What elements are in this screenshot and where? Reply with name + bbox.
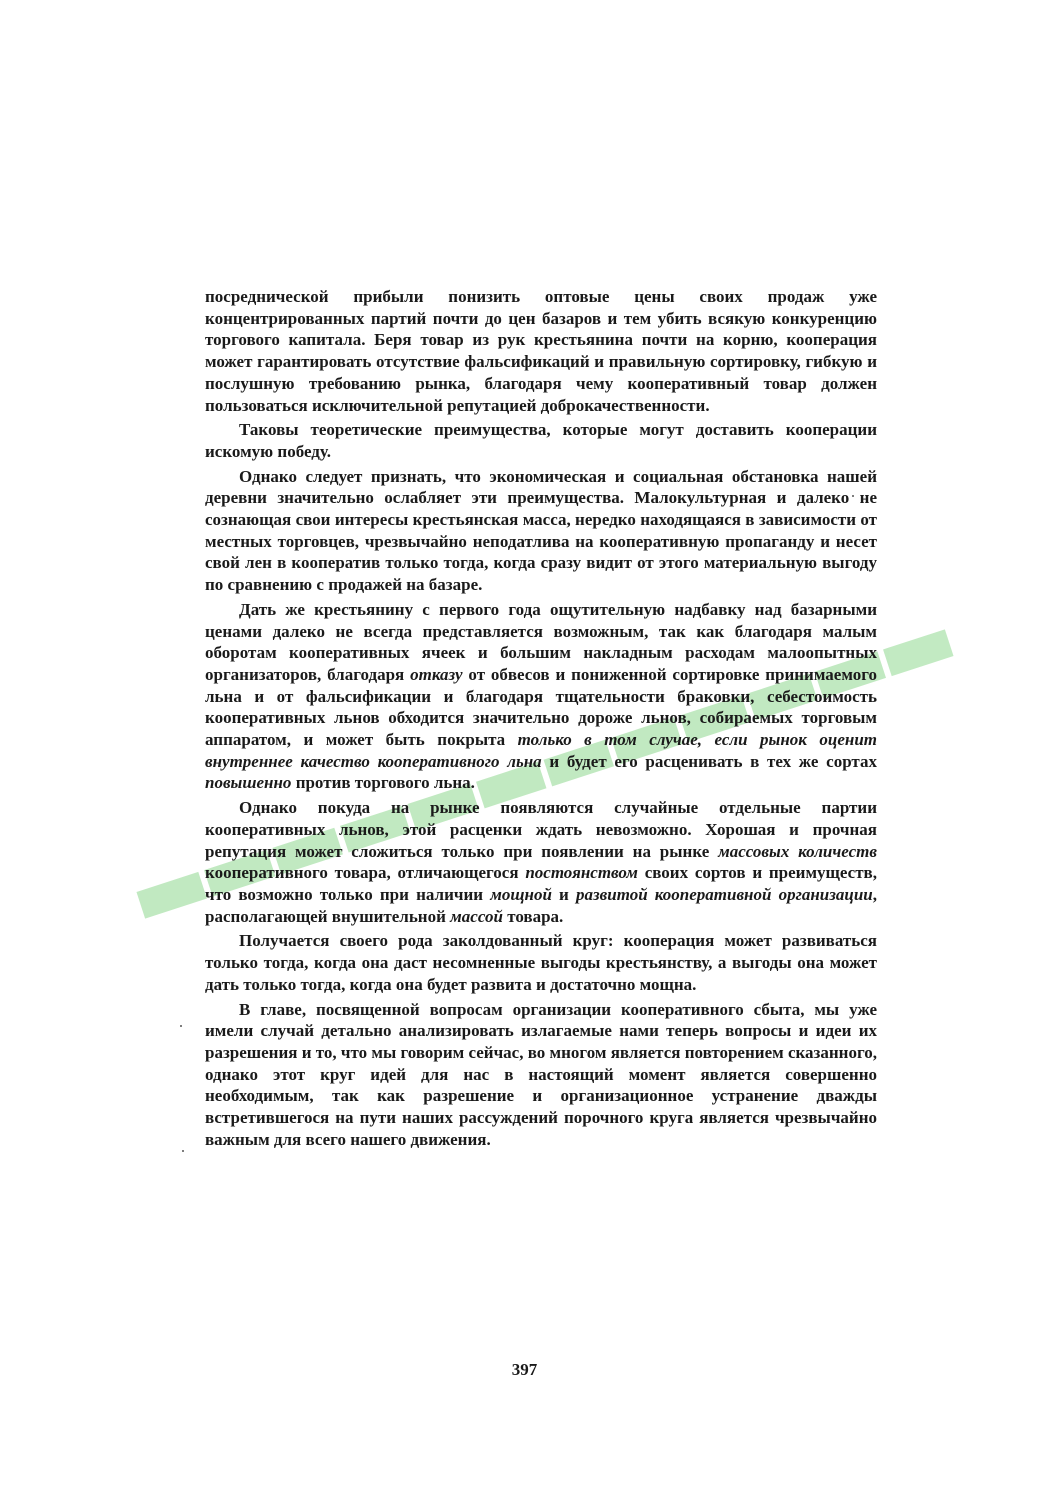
body-text bbox=[205, 286, 877, 1150]
italic-run: мощной bbox=[490, 884, 552, 904]
text-run: В главе, посвященной вопросам организации кооперативного сбыта, мы уже имели случай детально анализировать излагаемые нами теперь вопросы и идеи их разрешения и то, что мы говорим сейчас, во многом является повторением сказанного, однако этот круг идей для нас в настоящий момент является совершенно необходимым, так как разрешение и организационное устранение дважды встретившегося на пути наших рассуждений порочного круга является чрезвычайно важным для всего нашего движения. bbox=[205, 999, 877, 1149]
paragraph bbox=[205, 930, 877, 995]
text-run: своих сортов и преимуществ, что возможно только при наличии bbox=[205, 863, 877, 904]
text-run: Однако покуда на рынке появляются случайные отдельные партии кооперативных льнов, этой расценки ждать невозможно. Хорошая и прочная репутация может сложиться только при появлении на рынке bbox=[205, 798, 877, 861]
text-run: , располагающей внушительной bbox=[205, 884, 878, 926]
paragraph bbox=[205, 599, 877, 794]
paragraph bbox=[205, 797, 877, 927]
paragraph bbox=[205, 419, 877, 462]
text-run: Получается своего рода заколдованный круг: кооперация может развиваться только тогда, когда она даст несомненные выгоды крестьянству, а выгоды она может дать только тогда, когда она будет развита и достаточно мощна. bbox=[205, 931, 877, 994]
italic-run: только в том случае, если рынок оценит внутреннее качество кооперативного льна bbox=[205, 730, 878, 771]
italic-run: отказу bbox=[410, 664, 463, 684]
text-run: кооперативного товара, отличающегося bbox=[205, 863, 526, 883]
text-run: Однако следует признать, что экономическая и социальная обстановка нашей деревни значительно ослабляет эти преимущества. Малокультурная и далеко не сознающая свои интересы крестьянская масса, нередко находящаяся в зависимости от местных торговцев, чрезвычайно неподатлива на кооперативную пропаганду и несет свой лен в кооператив только тогда, когда сразу видит от этого материальную выгоду по сравнению с продажей на базаре. bbox=[205, 466, 877, 595]
text-run: Таковы теоретические преимущества, которые могут доставить кооперации искомую победу. bbox=[205, 420, 877, 461]
italic-run: массой bbox=[450, 906, 503, 926]
watermark-segment bbox=[136, 872, 207, 919]
italic-run: развитой кооперативной организации bbox=[576, 884, 873, 904]
text-run: Дать же крестьянину с первого года ощутительную надбавку над базарными ценами далеко не всегда представляется возможным, так как благодаря малым оборотам кооперативных ячеек и большим накладным расходам малоопытных организаторов, благодаря bbox=[205, 599, 877, 684]
text-run: против торгового льна. bbox=[291, 773, 475, 793]
italic-run: массовых количеств bbox=[718, 841, 877, 861]
scan-speck bbox=[182, 1150, 184, 1152]
paragraph bbox=[205, 999, 877, 1151]
text-run: посреднической прибыли понизить оптовые цены своих продаж уже концентрированных партий почти до цен базаров и тем убить всякую конкуренцию торгового капитала. Беря товар из рук крестьянина почти на корню, кооперация может гарантировать отсутствие фальсификаций и правильную сортировку, гибкую и послушную требованию рынка, благодаря чему кооперативный товар должен пользоваться исключительной репутацией доброкачественности. bbox=[205, 287, 877, 415]
italic-run: повышенно bbox=[205, 773, 292, 793]
paragraph bbox=[205, 286, 877, 416]
text-run: и bbox=[551, 884, 577, 904]
paragraph bbox=[205, 466, 877, 596]
italic-run: постоянством bbox=[525, 863, 638, 883]
watermark-segment bbox=[883, 629, 954, 676]
text-run: от обвесов и пониженной сортировке принимаемого льна и от фальсификации и благодаря тщательности браковки, себестоимость кооперативных льнов обходится значительно дороже льнов, собираемых торговым аппаратом, и может быть покрыта bbox=[205, 664, 878, 750]
text-run: и будет его расценивать в тех же сортах bbox=[541, 751, 877, 771]
text-run: товара. bbox=[502, 906, 564, 926]
page-number: 397 bbox=[511, 1360, 538, 1379]
scan-speck bbox=[180, 1025, 182, 1027]
